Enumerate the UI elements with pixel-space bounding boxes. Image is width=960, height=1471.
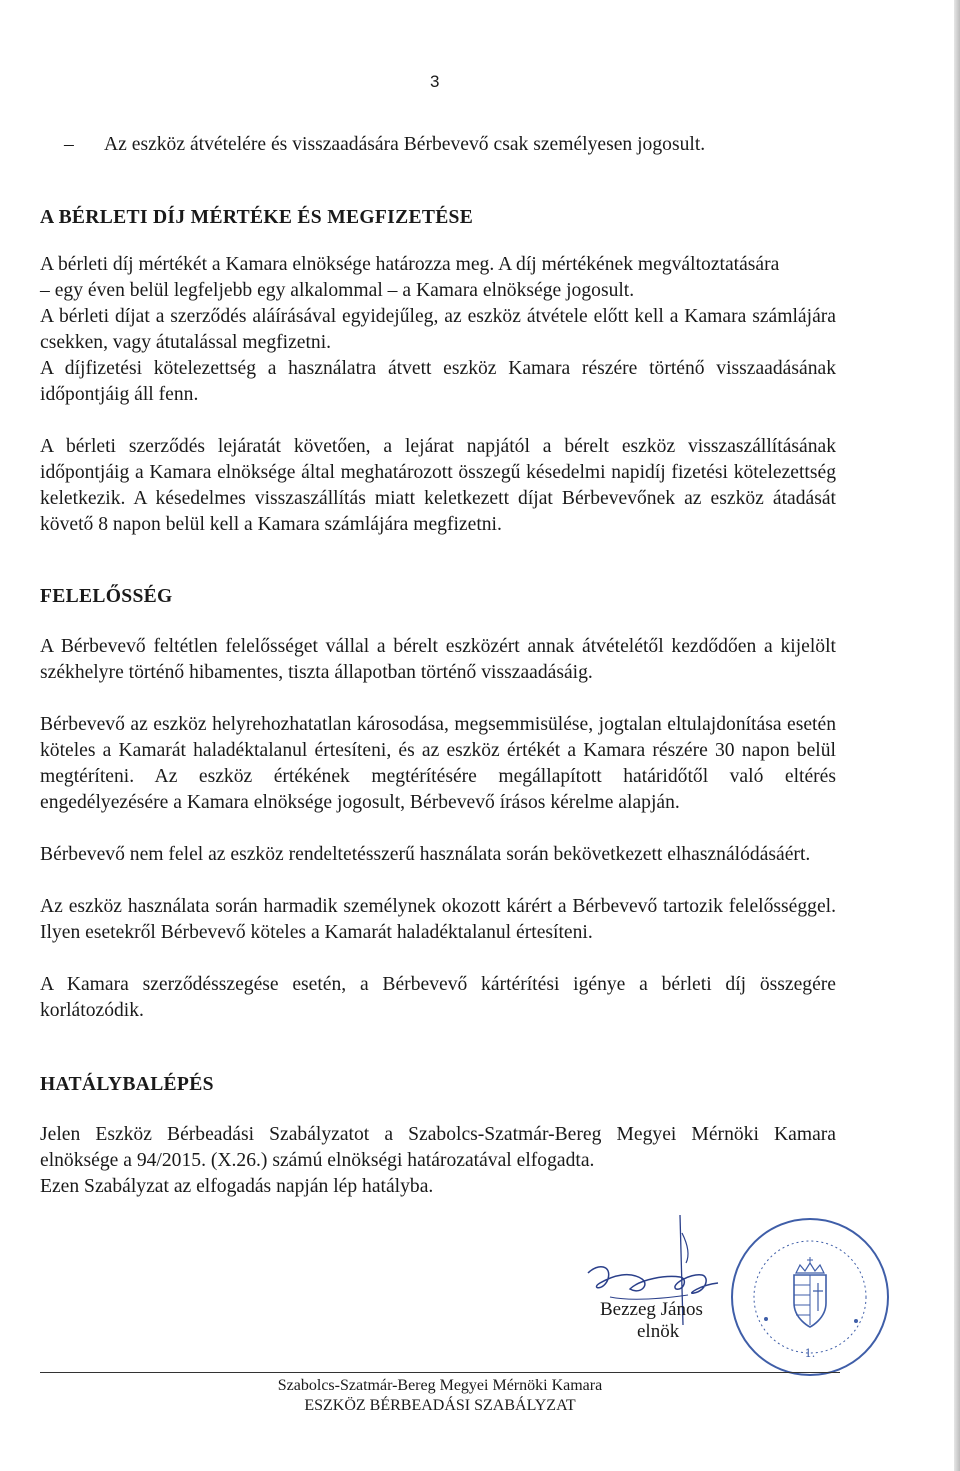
footer-document-title: ESZKÖZ BÉRBEADÁSI SZABÁLYZAT (304, 1397, 576, 1414)
paragraph: A díjfizetési kötelezettség a használatra átvett eszköz Kamara részére történő visszaadásának időpontjáig áll fenn. (40, 358, 836, 405)
paragraph: Az eszköz használata során harmadik személynek okozott kárért a Bérbevevő tartozik felelősséggel. Ilyen esetekről Bérbevevő köteles a Kamarát haladéktalanul értesíteni. (40, 896, 836, 943)
page-footer (0, 1376, 880, 1416)
document-body (40, 132, 836, 1200)
paragraph: A bérleti díj mértékét a Kamara elnöksége határozza meg. A díj mértékének megváltoztatására (40, 254, 780, 275)
paragraph: Bérbevevő nem felel az eszköz rendeltetésszerű használata során bekövetkezett elhasználódásáért. (40, 844, 811, 865)
paragraph: Ezen Szabályzat az elfogadás napján lép hatályba. (40, 1176, 434, 1197)
paragraph: A Bérbevevő feltétlen felelősséget vállal a bérelt eszközért annak átvételétől kezdődően a kijelölt székhelyre történő hibamentes, tiszta állapotban történő visszaadásáig. (40, 636, 836, 683)
signer-title: elnök (637, 1321, 680, 1342)
paragraph: Jelen Eszköz Bérbeadási Szabályzatot a Szabolcs-Szatmár-Bereg Megyei Mérnöki Kamara elnöksége a 94/2015. (X.26.) számú elnökségi határozatával elfogadta. (40, 1124, 836, 1171)
paragraph: A bérleti díjat a szerződés aláírásával egyidejűleg, az eszköz átvétele előtt kell a Kamara számlájára csekken, vagy átutalással megfizetni. (40, 306, 836, 353)
paragraph: A Kamara szerződésszegése esetén, a Bérbevevő kártérítési igénye a bérleti díj összegére korlátozódik. (40, 974, 836, 1021)
footer-divider (40, 1372, 840, 1373)
paragraph: A bérleti szerződés lejáratát követően, a lejárat napjától a bérelt eszköz visszaszállításának időpontjáig a Kamara elnöksége által meghatározott összegű késedelmi napidíj fizetési kötelezettség keletkezik. A késedelmes visszaszállítás miatt keletkezett díjat Bérbevevőnek az eszköz átadását követő 8 napon belül kell a Kamara számlájára megfizetni. (40, 436, 836, 535)
page-number: 3 (430, 72, 440, 91)
paragraph: Bérbevevő az eszköz helyrehozhatatlan károsodása, megsemmisülése, jogtalan eltulajdonítása esetén köteles a Kamarát haladéktalanul értesíteni, és az eszköz értékét a Kamara részére 30 napon belül megtéríteni. Az eszköz értékének megtérítésére megállapított határidőtől való eltérés engedélyezésére a Kamara elnöksége jogosult, Bérbevevő írásos kérelme alapján. (40, 714, 836, 813)
section-heading-rental-fee: A BÉRLETI DÍJ MÉRTÉKE ÉS MEGFIZETÉSE (40, 207, 474, 228)
paragraph: – egy éven belül legfeljebb egy alkalommal – a Kamara elnöksége jogosult. (40, 280, 635, 301)
section-heading-liability: FELELŐSSÉG (40, 586, 173, 607)
signer-name: Bezzeg János (600, 1299, 703, 1320)
svg-text:1.: 1. (804, 1347, 816, 1360)
page-edge-shadow (954, 0, 960, 1471)
stamp-icon (732, 1219, 888, 1375)
section-heading-entry-into-force: HATÁLYBALÉPÉS (40, 1074, 214, 1095)
list-dash: – (64, 134, 74, 155)
list-item (40, 132, 836, 158)
list-item-text: Az eszköz átvételére és visszaadására Bérbevevő csak személyesen jogosult. (104, 134, 706, 155)
signature-scribble-icon (588, 1267, 718, 1294)
footer-organization: Szabolcs-Szatmár-Bereg Megyei Mérnöki Kamara (277, 1377, 603, 1394)
signature-stroke-icon (682, 1233, 688, 1263)
